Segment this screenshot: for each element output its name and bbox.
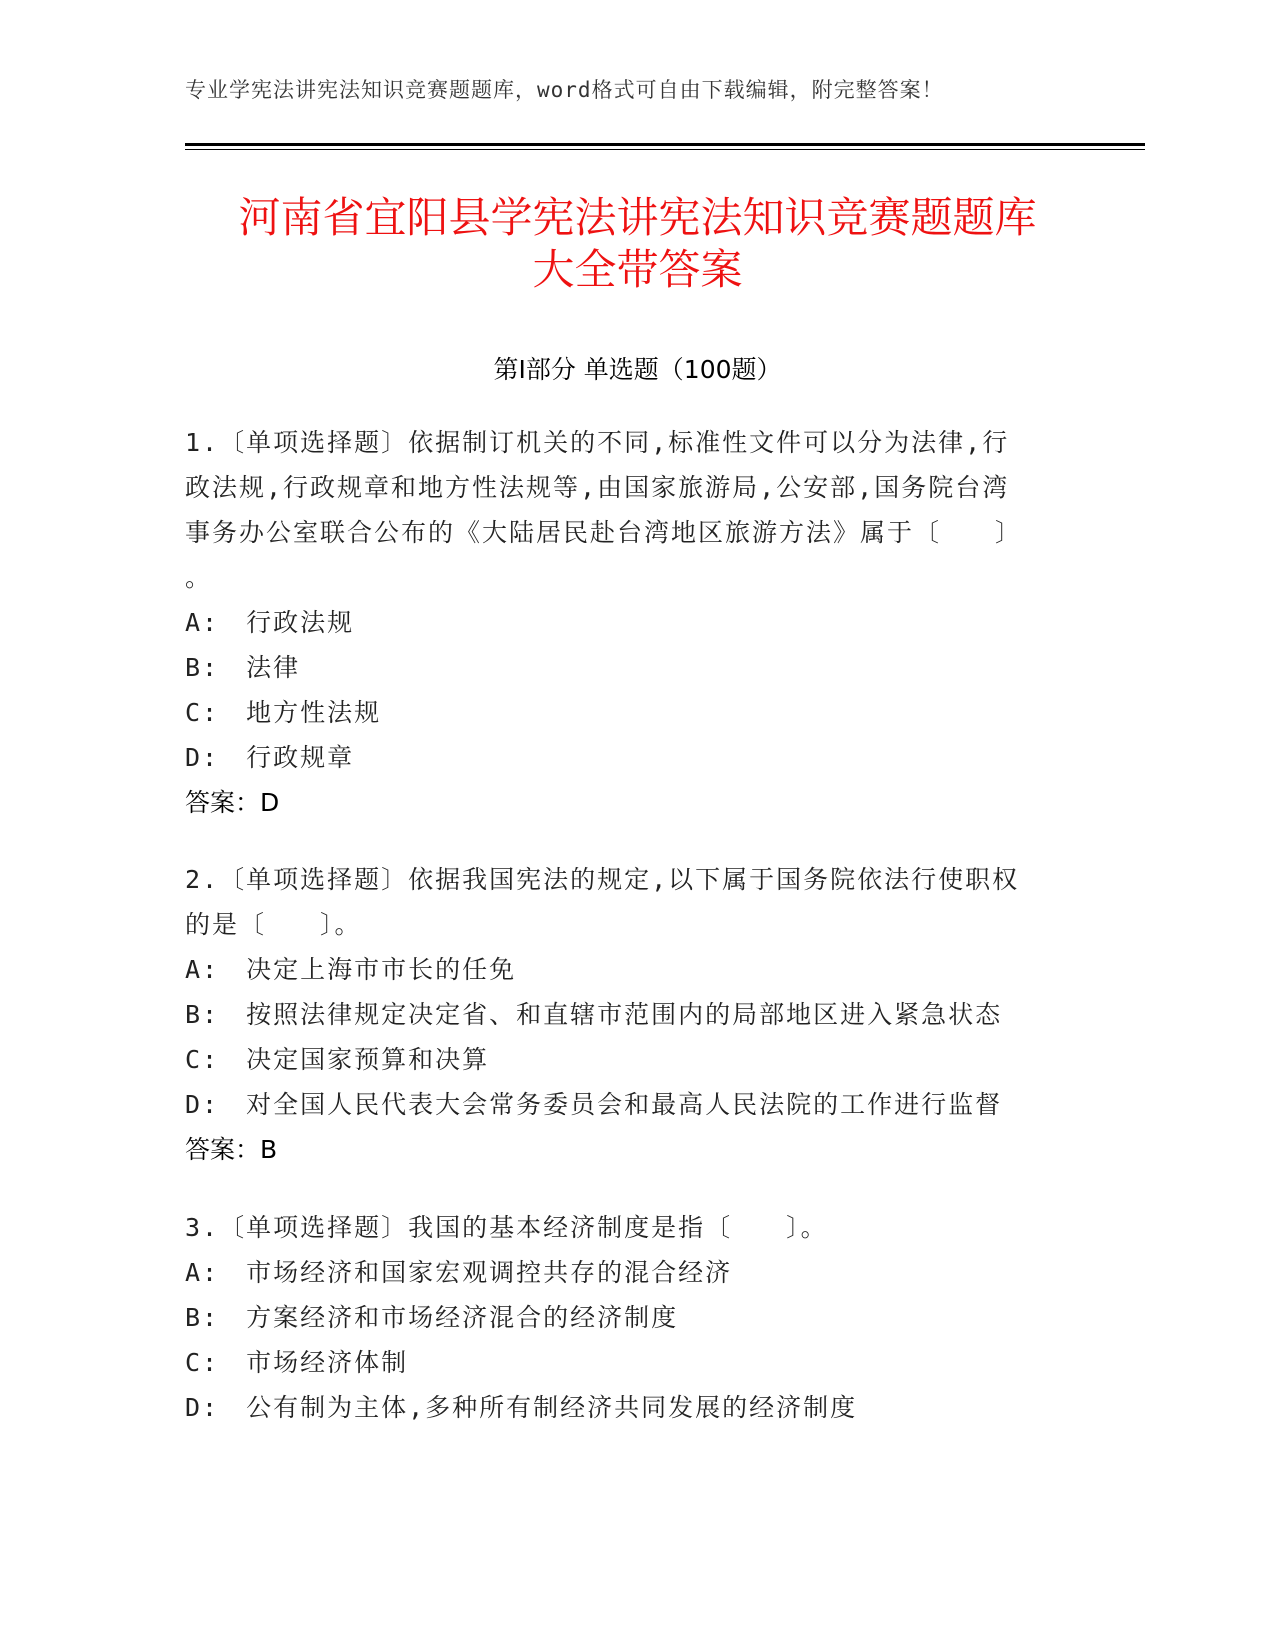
option-b: B: 方案经济和市场经济混合的经济制度: [185, 1303, 679, 1332]
option-d: D: 行政规章: [185, 743, 355, 772]
question-stem-line: 。: [185, 563, 213, 592]
option-a: A: 行政法规: [185, 608, 355, 637]
question-1: [185, 420, 1065, 825]
question-stem-line: 的是〔 〕。: [185, 910, 362, 939]
title-line-2: 大全带答案: [532, 245, 743, 294]
option-a: A: 决定上海市市长的任免: [185, 955, 517, 984]
question-stem-line: 政法规,行政规章和地方性法规等,由国家旅游局,公安部,国务院台湾: [185, 473, 1010, 502]
title-line-1: 河南省宜阳县学宪法讲宪法知识竞赛题题库: [238, 193, 1037, 242]
answer-line: 答案：D: [185, 788, 280, 817]
question-2: [185, 857, 1065, 1172]
header-rule-thick: [185, 143, 1145, 146]
question-stem-line: 2.〔单项选择题〕依据我国宪法的规定,以下属于国务院依法行使职权: [185, 865, 1020, 894]
option-b: B: 按照法律规定决定省、和直辖市范围内的局部地区进入紧急状态: [185, 1000, 1003, 1029]
option-d: D: 对全国人民代表大会常务委员会和最高人民法院的工作进行监督: [185, 1090, 1003, 1119]
document-title: [150, 192, 1125, 296]
question-stem-line: 事务办公室联合公布的《大陆居民赴台湾地区旅游方法》属于〔 〕: [185, 518, 1023, 547]
option-d: D: 公有制为主体,多种所有制经济共同发展的经济制度: [185, 1393, 858, 1422]
option-c: C: 地方性法规: [185, 698, 382, 727]
section-heading: 第Ⅰ部分 单选题（100题）: [493, 355, 782, 384]
question-stem-line: 3.〔单项选择题〕我国的基本经济制度是指〔 〕。: [185, 1213, 828, 1242]
option-b: B: 法律: [185, 653, 301, 682]
header-note: 专业学宪法讲宪法知识竞赛题题库，word格式可自由下载编辑，附完整答案！: [185, 78, 944, 102]
option-c: C: 决定国家预算和决算: [185, 1045, 490, 1074]
header-rule-thin: [185, 149, 1145, 150]
question-3: [185, 1205, 1065, 1430]
answer-line: 答案：B: [185, 1135, 278, 1164]
question-stem-line: 1.〔单项选择题〕依据制订机关的不同,标准性文件可以分为法律,行: [185, 428, 1010, 457]
option-c: C: 市场经济体制: [185, 1348, 409, 1377]
option-a: A: 市场经济和国家宏观调控共存的混合经济: [185, 1258, 733, 1287]
